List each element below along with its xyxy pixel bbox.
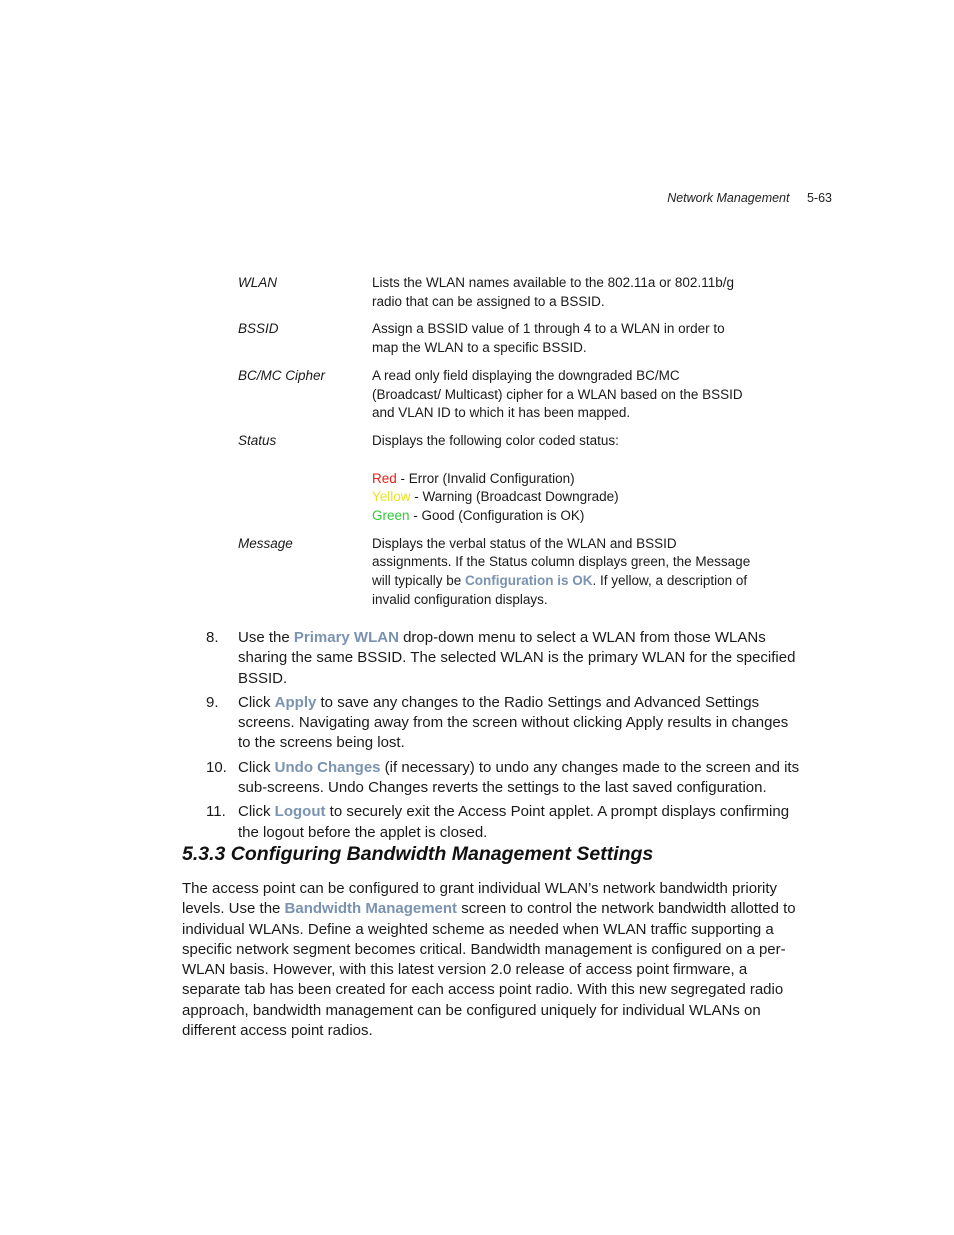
definition-term: Status: [238, 432, 277, 448]
definition-term: BC/MC Cipher: [238, 367, 326, 383]
status-red-line: [372, 470, 752, 489]
step-text-pre: Use the: [238, 629, 294, 646]
status-yellow-line: [372, 488, 752, 507]
definition-desc: Assign a BSSID value of 1 through 4 to a WLAN in order to map the WLAN to a specific BSSID.: [372, 321, 725, 356]
definition-term: Message: [238, 535, 293, 551]
status-green-label: Green: [372, 508, 410, 524]
step-number: 11.: [206, 803, 226, 821]
definition-desc: [372, 535, 752, 610]
body-paragraph: [182, 879, 802, 1041]
ui-reference-configuration-ok: Configuration is OK: [465, 573, 593, 589]
section-heading: 5.3.3 Configuring Bandwidth Management Settings: [182, 843, 654, 865]
list-item: [206, 758, 806, 799]
ui-reference-apply: Apply: [274, 693, 317, 711]
step-text-post: (if necessary) to undo any changes made to the screen and its sub-screens. Undo Changes reverts the settings to the last saved configuration.: [238, 758, 800, 797]
header-page-number: 5-63: [806, 191, 832, 205]
step-text: [238, 693, 803, 754]
step-text-pre: Click: [238, 758, 275, 776]
status-intro: Displays the following color coded status:: [372, 432, 619, 448]
step-text-post: drop-down menu to select a WLAN from those WLANs sharing the same BSSID. The selected WLAN is the primary WLAN for the specified BSSID.: [238, 629, 796, 687]
paragraph-pre: The access point can be configured to grant individual WLAN’s network bandwidth priority levels. Use the: [182, 880, 778, 918]
definition-row: [238, 367, 758, 423]
step-text-pre: Click: [238, 693, 275, 711]
definition-desc: A read only field displaying the downgraded BC/MC (Broadcast/ Multicast) cipher for a WLAN based on the BSSID and VLAN ID to which it has been mapped.: [372, 367, 743, 421]
ui-reference-primary-wlan: Primary WLAN: [293, 629, 399, 646]
paragraph-post: screen to control the network bandwidth allotted to individual WLANs. Define a weighted scheme as needed when WLAN traffic supporting a specific network segment becomes critical. Bandwidth management is configured on a per-WLAN basis. However, with this latest version 2.0 release of access point firmware, a separate tab has been created for each access point radio. With this new segregated radio approach, bandwidth management can be configured uniquely for individual WLANs on different access point radios.: [182, 900, 796, 1040]
step-number: 9.: [206, 693, 219, 711]
message-desc-a: Displays the verbal status of the WLAN and BSSID assignments. If the Status column displays green, the Message will typically be: [372, 535, 751, 589]
step-text-post: to securely exit the Access Point applet. A prompt displays confirming the logout before the applet is closed.: [238, 803, 790, 841]
definition-desc: Lists the WLAN names available to the 802.11a or 802.11b/g radio that can be assigned to a BSSID.: [372, 275, 734, 309]
status-red-text: - Error (Invalid Configuration): [396, 470, 575, 486]
definition-row: [238, 535, 758, 610]
list-item: [206, 802, 806, 843]
step-text: [238, 802, 803, 843]
step-number: 8.: [206, 629, 219, 646]
procedure-steps: [206, 628, 806, 847]
definition-row: [238, 320, 758, 357]
step-number: 10.: [206, 758, 227, 776]
step-text: [238, 758, 803, 799]
status-green-line: [372, 507, 752, 526]
definition-row: [238, 432, 758, 526]
status-yellow-text: - Warning (Broadcast Downgrade): [410, 489, 619, 505]
list-item: [206, 628, 806, 689]
status-red-label: Red: [372, 470, 397, 486]
running-header: [667, 191, 832, 205]
field-definition-list: [238, 274, 758, 619]
message-desc-b: . If yellow, a description of invalid configuration displays.: [372, 573, 748, 607]
ui-reference-logout: Logout: [274, 803, 326, 821]
status-yellow-label: Yellow: [372, 489, 411, 505]
definition-desc: [372, 432, 752, 526]
header-section-title: Network Management: [667, 191, 790, 205]
list-item: [206, 693, 806, 754]
step-text-post: to save any changes to the Radio Settings and Advanced Settings screens. Navigating away from the screen without clicking Apply results in changes to the screens being lost.: [238, 693, 789, 752]
definition-row: [238, 274, 758, 311]
definition-term: BSSID: [238, 321, 279, 337]
step-text: [238, 628, 803, 689]
ui-reference-bandwidth-management: Bandwidth Management: [284, 900, 458, 918]
ui-reference-undo-changes: Undo Changes: [274, 758, 381, 776]
step-text-pre: Click: [238, 803, 275, 821]
status-green-text: - Good (Configuration is OK): [409, 508, 585, 524]
definition-term: WLAN: [238, 275, 278, 290]
